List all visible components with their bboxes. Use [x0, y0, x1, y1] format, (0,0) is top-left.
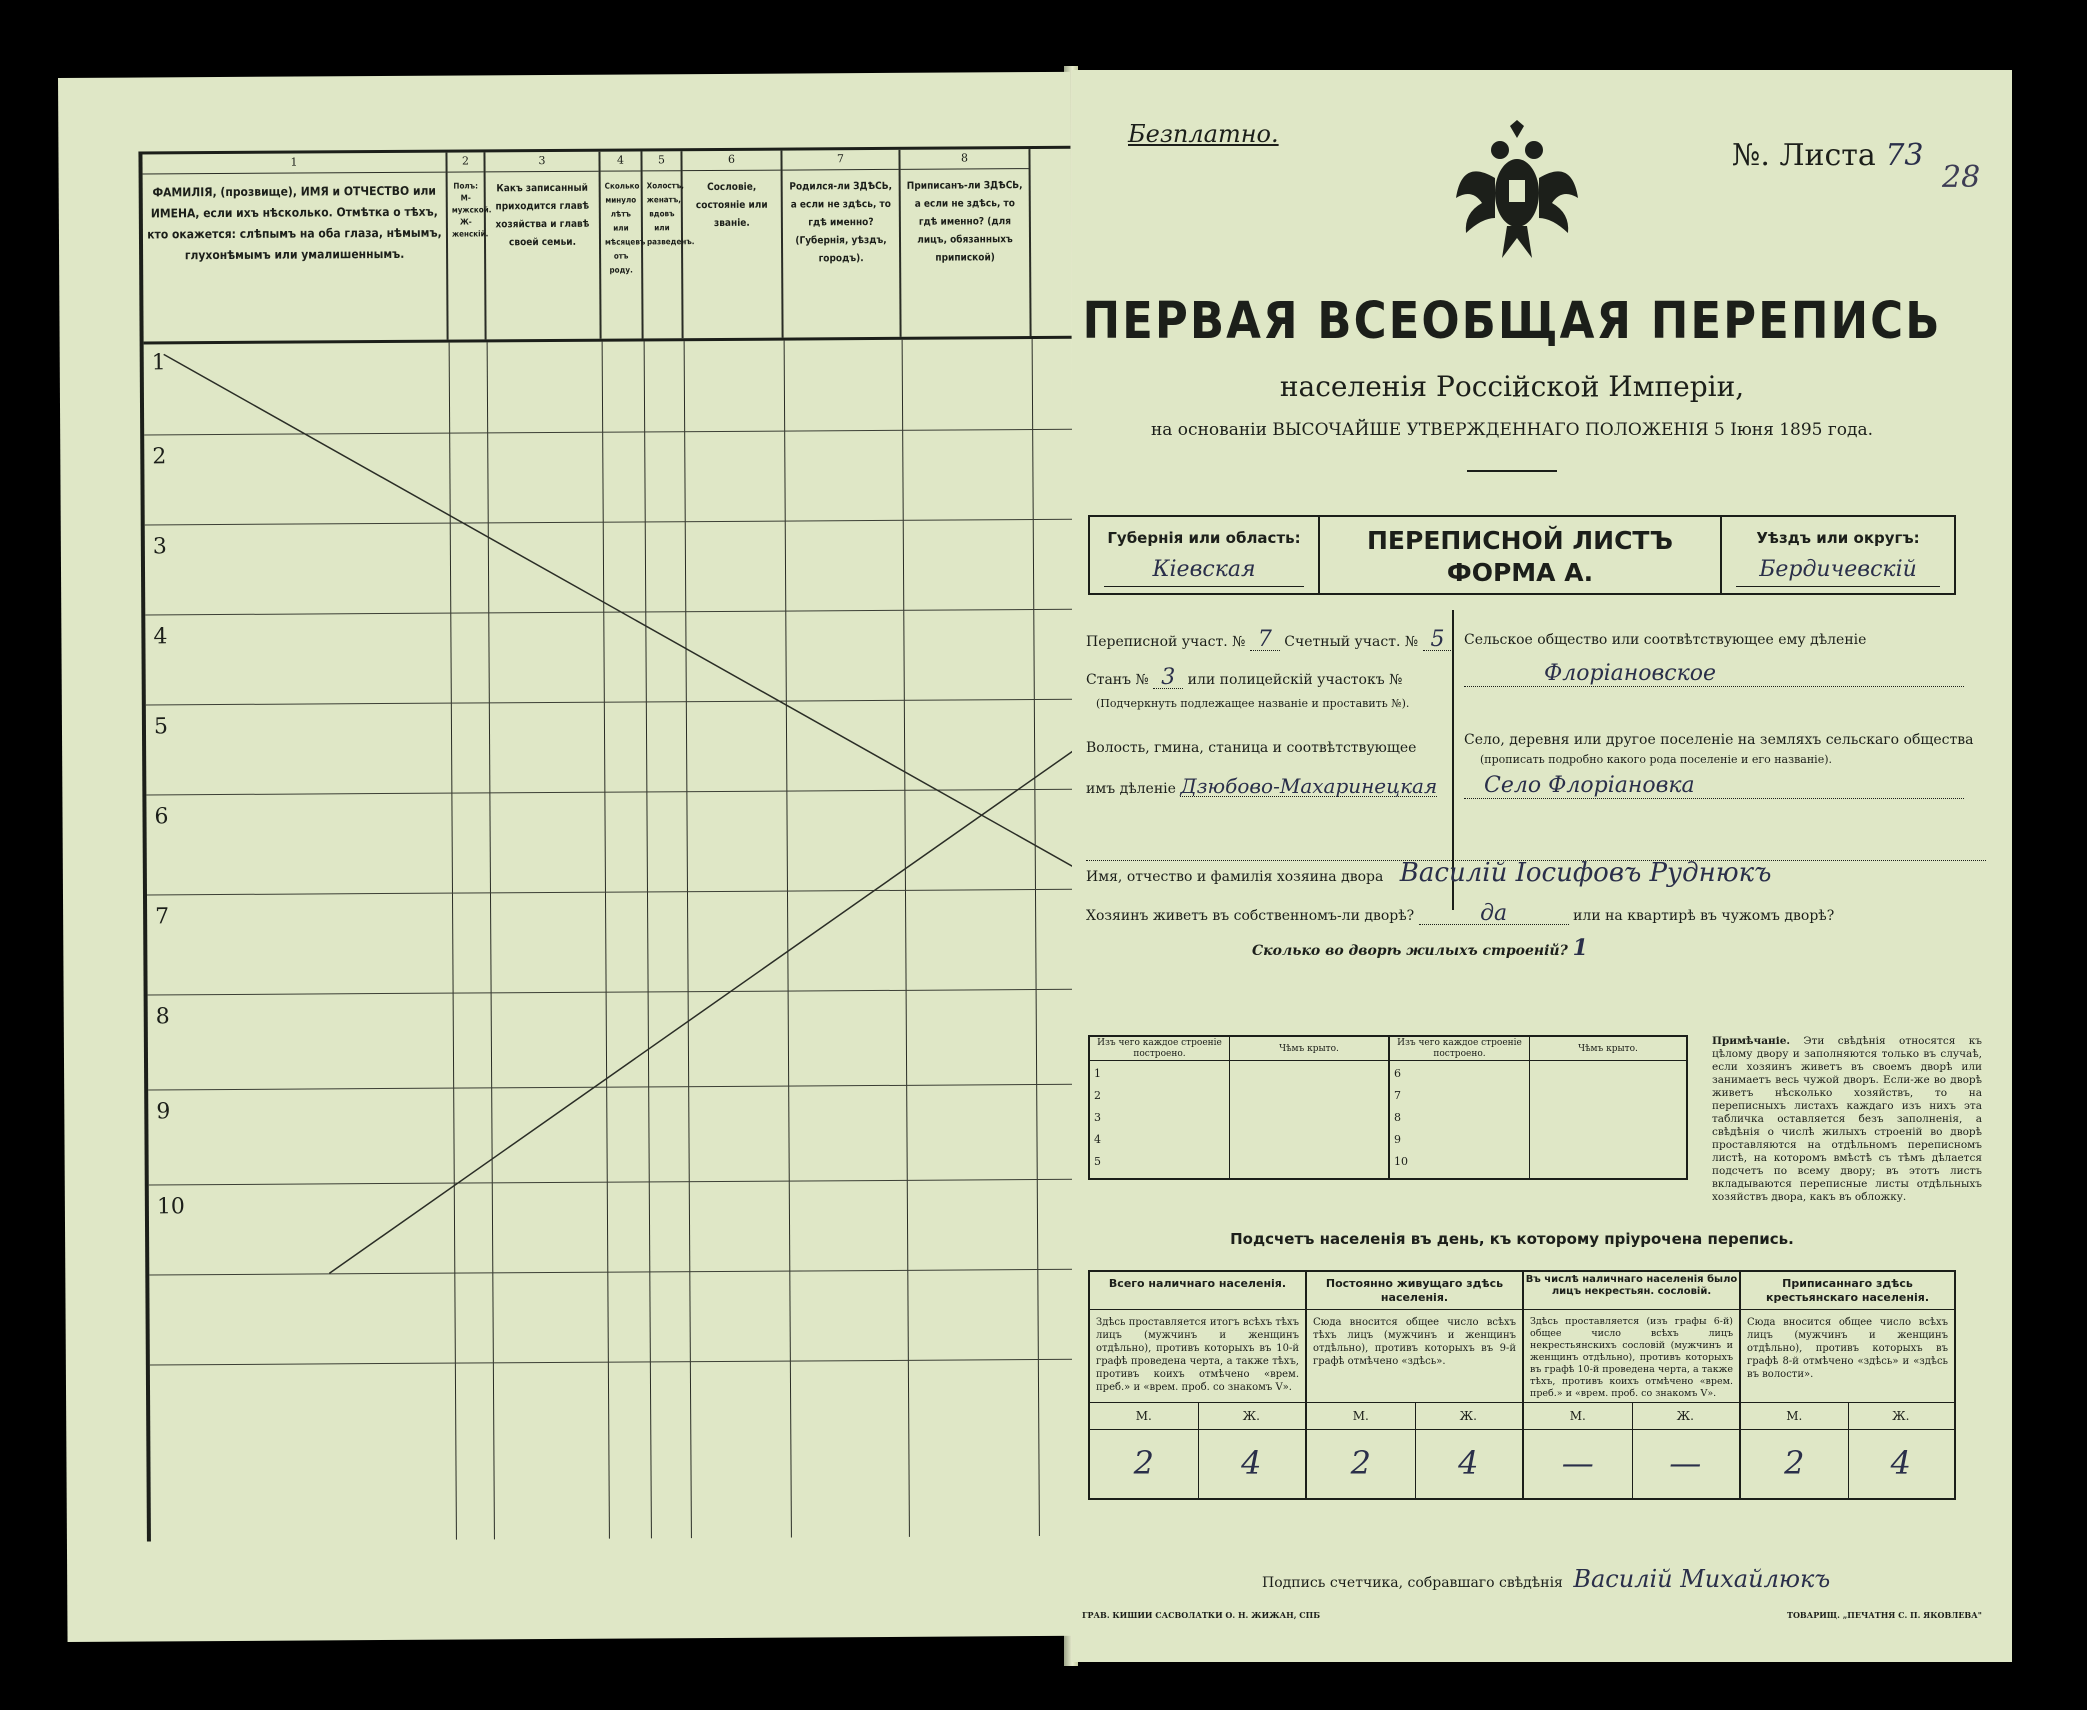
form-title-line-1: ПЕРЕПИСНОЙ ЛИСТЪ: [1367, 526, 1673, 555]
volost-label-2: имъ дѣленіе: [1086, 781, 1176, 797]
stan-label: Станъ №: [1086, 672, 1149, 688]
pop-col-permanent: [1307, 1272, 1524, 1498]
underline-note: (Подчеркнуть подлежащее названіе и проставить №).: [1096, 697, 1410, 710]
female-count: 4: [1241, 1444, 1262, 1482]
legal-basis: на основаніи ВЫСОЧАЙШЕ УТВЕРЖДЕННАГО ПОЛОЖЕНІЯ 5 Іюня 1895 года.: [1150, 420, 1874, 440]
uezd-cell: [1722, 517, 1954, 593]
row-number: 6: [154, 804, 169, 830]
row-number: 4: [153, 624, 168, 650]
person-table: [138, 146, 1079, 1542]
female-count: —: [1669, 1444, 1702, 1482]
sheet-number-value: 73: [1885, 138, 1924, 173]
roof-header: Чѣмъ крыто.: [1530, 1037, 1686, 1061]
row-number: 8: [1394, 1111, 1401, 1124]
row-number: 5: [153, 714, 169, 740]
pop-col-desc: Здѣсь проставляется (изъ графы 6-й) общее число всѣхъ лицъ некрестьянскихъ сословій (мужчинъ и женщинъ отдѣльно), противъ которыхъ въ графѣ 10-й проведена черта, а также тѣхъ, противъ коихъ отмѣчено «врем. преб.» и «врем. проб. со знакомъ V».: [1530, 1316, 1733, 1399]
stan-line: [1086, 665, 1403, 690]
ornament-divider: [1467, 470, 1557, 472]
row-number: 6: [1394, 1067, 1401, 1080]
residence-line: [1086, 901, 1835, 926]
male-label: М.: [1135, 1409, 1152, 1423]
col-text: ФАМИЛІЯ, (прозвище), ИМЯ и ОТЧЕСТВО или ИМЕНА, если ихъ нѣсколько. Отмѣтка о тѣхъ, кто окажется: слѣпымъ на оба глаза, нѣмымъ, глухонѣмымъ или умалишеннымъ.: [147, 183, 442, 263]
row-number: 9: [156, 1099, 171, 1125]
pop-col-total: [1090, 1272, 1307, 1498]
gubernia-label: Губернія или область:: [1107, 529, 1301, 547]
female-count: 4: [1890, 1444, 1911, 1482]
count-district-value: 5: [1423, 630, 1453, 651]
volost-line: [1086, 776, 1437, 799]
form-title-line-2: ФОРМА А.: [1446, 558, 1594, 587]
page-subtitle: населенія Россійской Имперіи,: [1279, 370, 1745, 403]
pop-col-head: Всего наличнаго населенія.: [1090, 1272, 1305, 1310]
row-number: 9: [1394, 1133, 1401, 1146]
col-text: Полъ: М-мужской. Ж-женскій.: [451, 181, 492, 239]
society-line: [1464, 661, 1964, 687]
residence-value: да: [1419, 904, 1569, 925]
sheet-number: [1732, 138, 1924, 173]
female-label: Ж.: [1892, 1409, 1910, 1423]
female-label: Ж.: [1676, 1409, 1694, 1423]
col-num: 3: [485, 154, 598, 173]
stan-value: 3: [1153, 668, 1183, 689]
population-title: Подсчетъ населенія въ день, къ которому пріурочена перепись.: [1230, 1230, 1794, 1248]
residence-label-2: или на квартирѣ въ чужомъ дворѣ?: [1573, 908, 1835, 924]
society-value: Флоріановское: [1544, 661, 1717, 686]
pop-col-desc: Здѣсь проставляется итогъ всѣхъ тѣхъ лицъ (мужчинъ и женщинъ отдѣльно), противъ которыхъ въ 10-й графѣ проведена черта, а также тѣхъ, противъ коихъ отмѣчено «врем. преб.» и «врем. проб. со знакомъ V».: [1096, 1317, 1299, 1393]
owner-value: Василій Іосифовъ Руднюкъ: [1399, 858, 1772, 888]
col-num: 5: [642, 153, 680, 171]
row-number: 3: [1094, 1111, 1101, 1124]
page-title: ПЕРВАЯ ВСЕОБЩАЯ ПЕРЕПИСЬ: [1082, 290, 1942, 351]
material-col-2: [1390, 1037, 1530, 1178]
sheet-number-label: №. Листа: [1732, 138, 1876, 173]
pop-col-desc: Сюда вносится общее число всѣхъ тѣхъ лицъ (мужчинъ и женщинъ отдѣльно), противъ которыхъ въ 9-й графѣ отмѣчено «здѣсь».: [1313, 1317, 1516, 1367]
village-note: (прописать подробно какого рода поселеніе и его названіе).: [1480, 753, 1832, 766]
col-text: Холостъ, женатъ, вдовъ или разведенъ.: [646, 181, 695, 247]
pop-col-head: Въ числѣ наличнаго населенія было лицъ некрестьян. сословій.: [1524, 1272, 1739, 1310]
female-count: 4: [1458, 1444, 1479, 1482]
buildings-line: [1252, 935, 1588, 961]
material-header: Изъ чего каждое строеніе построено.: [1390, 1037, 1529, 1061]
form-title-cell: [1320, 517, 1722, 593]
printer-imprint-left: ГРАВ. КИШИИ САСВОЛАТКИ О. Н. ЖИЖАН, СПБ: [1082, 1610, 1321, 1620]
roof-header: Чѣмъ крыто.: [1230, 1037, 1388, 1061]
col-num: 4: [600, 153, 640, 171]
col-text: Сколько минуло лѣтъ или мѣсяцевъ отъ роду.: [604, 181, 646, 275]
volost-value: Дзюбово-Махаринецкая: [1180, 774, 1438, 798]
gubernia-value: Кіевская: [1104, 557, 1304, 587]
pencil-page-number: 28: [1942, 160, 1981, 195]
note-text: Эти свѣдѣнія относятся къ цѣлому двору и заполняются только въ случаѣ, если хозяинъ живетъ въ своемъ дворѣ или занимаетъ весь чужой дворъ. Если-же во дворѣ живетъ нѣсколько хозяйствъ, то на переписныхъ листахъ каждаго изъ нихъ эта табличка оставляется безъ заполненія, а свѣдѣнія о числѣ жилыхъ строеній во дворѣ проставляются на отдѣльномъ переписномъ листѣ, на которомъ вмѣстѣ съ тѣмъ дѣлается подсчетъ по всему двору; въ этотъ листъ вкладываются переписные листы отдѣльныхъ хозяйствъ двора, какъ въ обложку.: [1712, 1035, 1982, 1203]
row-number: 5: [1094, 1155, 1101, 1168]
pop-col-registered: [1741, 1272, 1954, 1498]
buildings-label: Сколько во дворѣ жилыхъ строеній?: [1252, 943, 1568, 959]
female-label: Ж.: [1459, 1409, 1477, 1423]
count-district-label: Счетный участ. №: [1284, 634, 1419, 650]
col-num: 2: [447, 154, 483, 172]
row-number: 2: [1094, 1089, 1101, 1102]
district-line: [1086, 627, 1453, 652]
row-number: 1: [1094, 1067, 1101, 1080]
col-text: Сословіе, состояніе или званіе.: [695, 181, 768, 229]
row-number: 10: [156, 1194, 185, 1220]
col-num: 6: [682, 153, 780, 172]
row-number: 7: [155, 904, 170, 930]
census-district-value: 7: [1250, 630, 1280, 651]
male-count: —: [1561, 1444, 1594, 1482]
col-num: 8: [900, 151, 1028, 170]
pop-col-head: Постоянно живущаго здѣсь населенія.: [1307, 1272, 1522, 1310]
female-label: Ж.: [1242, 1409, 1260, 1423]
male-count: 2: [1784, 1444, 1805, 1482]
uezd-value: Бердичевскій: [1736, 557, 1940, 587]
census-district-label: Переписной участ. №: [1086, 634, 1246, 650]
row-number: 4: [1094, 1133, 1101, 1146]
col-text: Какъ записанный приходится главѣ хозяйства и главѣ своей семьи.: [495, 182, 590, 249]
owner-line: [1086, 860, 1986, 887]
pop-col-non-peasant: [1524, 1272, 1741, 1498]
male-label: М.: [1786, 1409, 1803, 1423]
row-number: 2: [152, 444, 167, 470]
pop-col-head: Приписаннаго здѣсь крестьянскаго населенія.: [1741, 1272, 1954, 1310]
row-number: 7: [1394, 1089, 1401, 1102]
male-label: М.: [1352, 1409, 1369, 1423]
male-count: 2: [1350, 1444, 1371, 1482]
col-num: 1: [142, 155, 445, 175]
signature-value: Василій Михайлюкъ: [1573, 1565, 1831, 1593]
owner-label: Имя, отчество и фамилія хозяина двора: [1086, 869, 1384, 885]
row-number: 8: [155, 1004, 170, 1030]
police-label: или полицейскій участокъ №: [1187, 672, 1403, 688]
row-number: 3: [152, 534, 167, 560]
roof-col-2: [1530, 1037, 1686, 1178]
left-page: [58, 72, 1080, 1642]
signature-label: Подпись счетчика, собравшаго свѣдѣнія: [1262, 1575, 1563, 1591]
buildings-value: 1: [1572, 935, 1588, 961]
col-num: 7: [782, 152, 898, 171]
population-table: [1088, 1270, 1956, 1500]
material-header: Изъ чего каждое строеніе построено.: [1090, 1037, 1229, 1061]
col-text: Приписанъ-ли ЗДѢСЬ, а если не здѣсь, то гдѣ именно? (для лицъ, обязанныхъ припиской): [906, 180, 1023, 264]
village-label: Село, деревня или другое поселеніе на земляхъ сельскаго общества: [1464, 732, 1974, 748]
note-label: Примѣчаніе.: [1712, 1035, 1791, 1047]
note-block: [1712, 1035, 1982, 1204]
right-page: [1072, 70, 2012, 1662]
gubernia-cell: [1090, 517, 1320, 593]
signature-line: [1262, 1565, 1830, 1593]
buildings-table: [1088, 1035, 1688, 1180]
roof-col: [1230, 1037, 1390, 1178]
region-box: [1088, 515, 1956, 595]
residence-label: Хозяинъ живетъ въ собственномъ-ли дворѣ?: [1086, 908, 1415, 924]
village-line: [1464, 773, 1964, 799]
form-title: [1320, 525, 1720, 589]
male-count: 2: [1133, 1444, 1154, 1482]
uezd-label: Уѣздъ или округъ:: [1756, 529, 1920, 547]
double-eagle-emblem-icon: [1452, 118, 1582, 268]
row-number: 10: [1394, 1155, 1408, 1168]
cancel-cross-mark: [142, 149, 1079, 1545]
village-value: Село Флоріановка: [1484, 773, 1695, 798]
free-label: Безплатно.: [1128, 120, 1279, 148]
row-number: 1: [151, 350, 166, 376]
male-label: М.: [1569, 1409, 1586, 1423]
printer-imprint-right: ТОВАРИЩ. „ПЕЧАТНЯ С. П. ЯКОВЛЕВА": [1787, 1610, 1982, 1620]
volost-label: Волость, гмина, станица и соотвѣтствующее: [1086, 740, 1417, 756]
material-col: [1090, 1037, 1230, 1178]
society-label: Сельское общество или соотвѣтствующее ему дѣленіе: [1464, 632, 1867, 648]
col-text: Родился-ли ЗДѢСЬ, а если не здѣсь, то гдѣ именно? (Губернія, уѣздъ, городъ).: [789, 180, 893, 265]
pop-col-desc: Сюда вносится общее число всѣхъ лицъ (мужчинъ и женщинъ отдѣльно), противъ которыхъ въ графѣ 8-й отмѣчено «здѣсь» и «здѣсь въ волости».: [1747, 1317, 1948, 1380]
